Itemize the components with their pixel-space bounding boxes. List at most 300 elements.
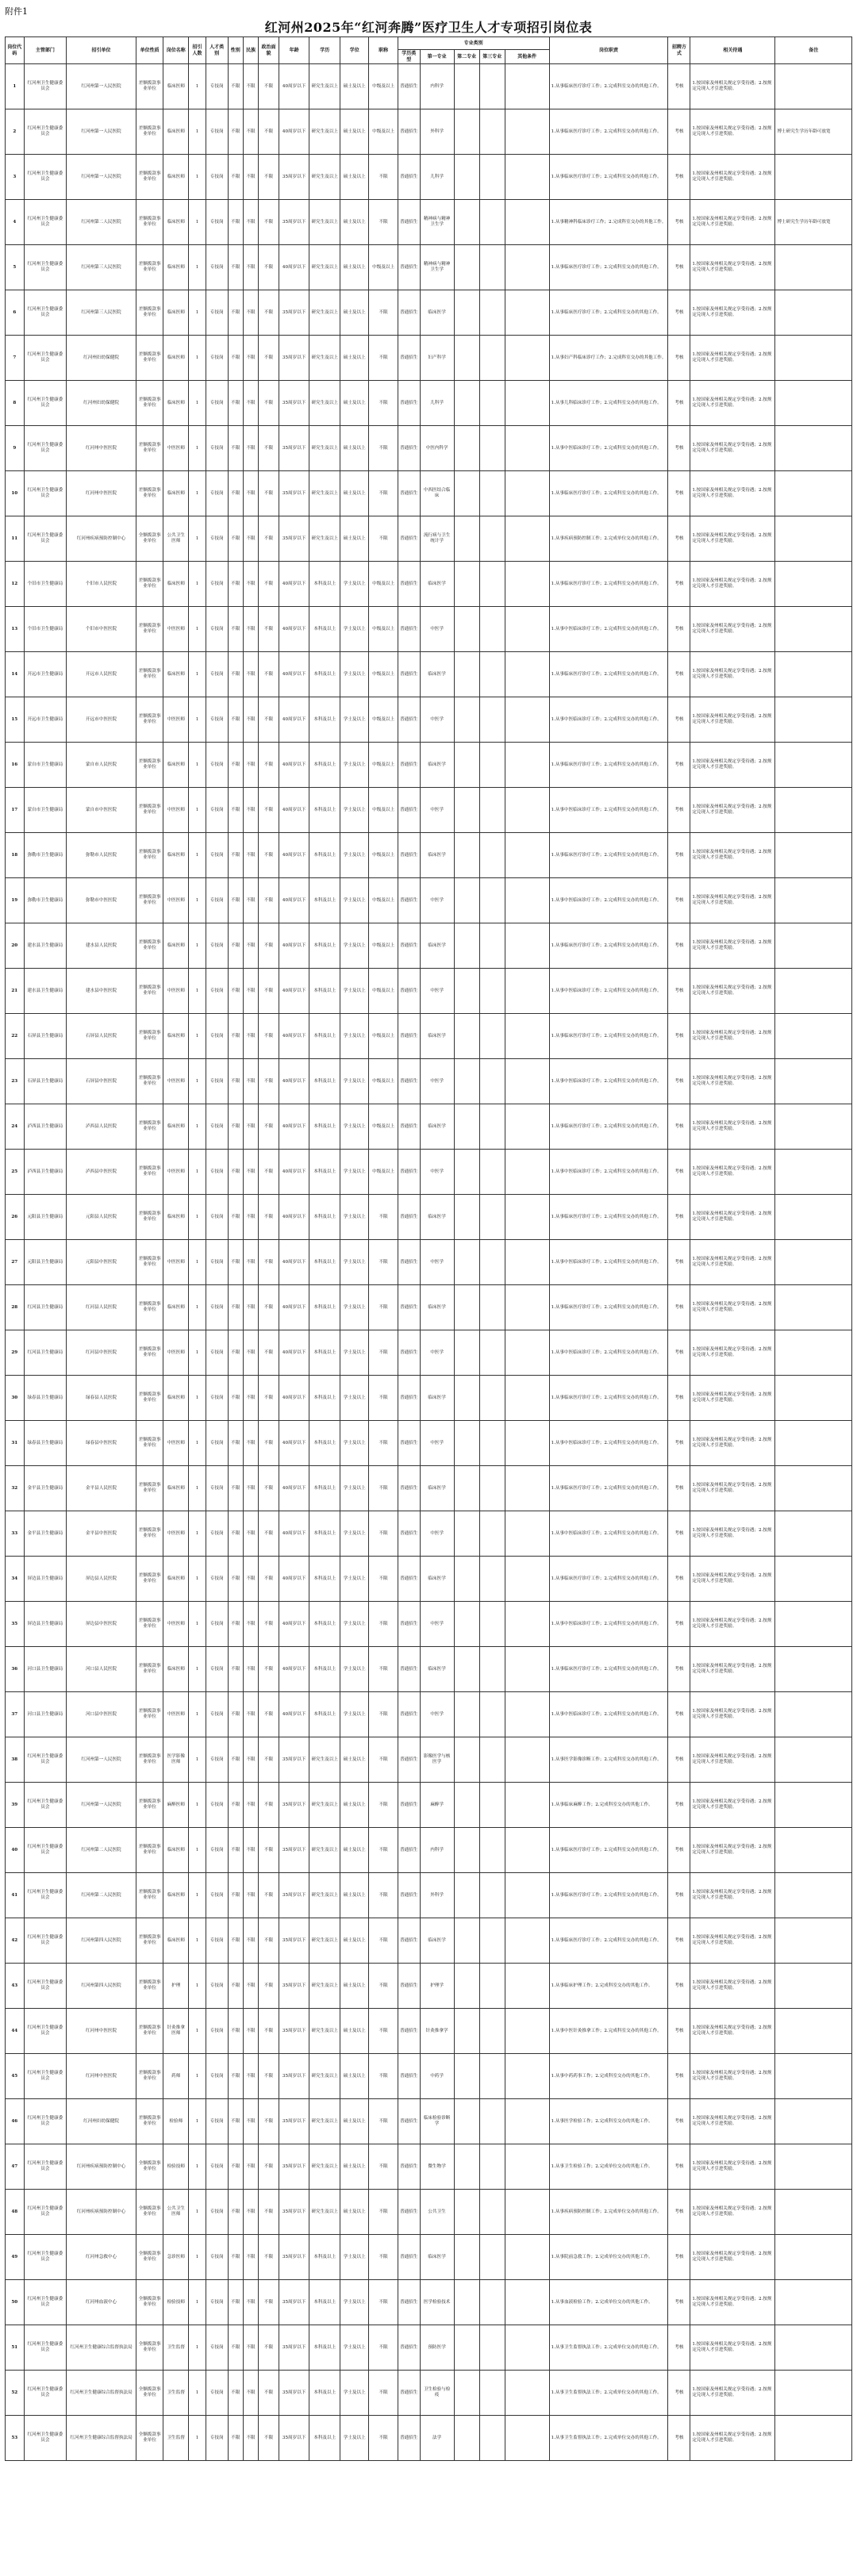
cell-title: 不限 [369,155,398,200]
cell-post: 临床医师 [163,336,189,381]
cell-salary: 1.按国家及州相关规定享受待遇；2.按规定兑现人才引进奖励。 [690,290,775,336]
cell-no: 8 [6,381,25,426]
cell-major-type: 普通招生 [398,1873,420,1918]
cell-no: 37 [6,1692,25,1737]
cell-other [505,969,549,1014]
cell-edu: 本科及以上 [309,1330,340,1376]
cell-major3 [479,1421,505,1466]
cell-unit-type: 差额拨款事业单位 [136,2054,163,2099]
table-row [6,2416,852,2461]
cell-other [505,1376,549,1421]
cell-degree: 硕士及以上 [340,516,369,562]
cell-count: 1 [189,2325,206,2371]
cell-title: 中级及以上 [369,1104,398,1150]
cell-major-type: 普通招生 [398,878,420,923]
cell-major2 [454,878,479,923]
cell-note [775,245,852,290]
cell-unit: 红河州卫生健康综合监督执法局 [67,2416,136,2461]
cell-gender: 不限 [228,200,243,245]
cell-note [775,562,852,607]
cell-no: 6 [6,290,25,336]
cell-title: 不限 [369,1828,398,1873]
cell-unit: 蒙自市人民医院 [67,743,136,788]
cell-no: 14 [6,652,25,697]
cell-count: 1 [189,1059,206,1104]
cell-politics: 不限 [259,426,279,471]
cell-unit: 红河州第一人民医院 [67,1783,136,1828]
cell-politics: 不限 [259,2280,279,2325]
cell-unit-type: 差额拨款事业单位 [136,245,163,290]
cell-gender: 不限 [228,336,243,381]
cell-major2 [454,109,479,155]
cell-major3 [479,1195,505,1240]
cell-method: 考核 [668,1783,690,1828]
cell-post: 临床医师 [163,1828,189,1873]
cell-salary: 1.按国家及州相关规定享受待遇；2.按规定兑现人才引进奖励。 [690,969,775,1014]
cell-talent: 专技岗 [206,2190,228,2235]
cell-post: 临床医师 [163,1557,189,1602]
cell-unit-type: 差额拨款事业单位 [136,1014,163,1059]
cell-other [505,1647,549,1692]
cell-salary: 1.按国家及州相关规定享受待遇；2.按规定兑现人才引进奖励。 [690,743,775,788]
cell-salary: 1.按国家及州相关规定享受待遇；2.按规定兑现人才引进奖励。 [690,2144,775,2190]
cell-note [775,1376,852,1421]
cell-salary: 1.按国家及州相关规定享受待遇；2.按规定兑现人才引进奖励。 [690,200,775,245]
cell-salary: 1.按国家及州相关规定享受待遇；2.按规定兑现人才引进奖励。 [690,1014,775,1059]
table-row [6,1150,852,1195]
cell-major1: 中医学 [420,1602,454,1647]
cell-major1: 临床医学 [420,1014,454,1059]
cell-ethnic: 不限 [243,516,258,562]
cell-edu: 本科及以上 [309,1602,340,1647]
cell-note [775,1557,852,1602]
cell-unit-type: 差额拨款事业单位 [136,697,163,743]
cell-unit: 红河州第三人民医院 [67,245,136,290]
cell-no: 38 [6,1737,25,1783]
cell-major2 [454,155,479,200]
cell-unit: 红河州疾病预防控制中心 [67,2190,136,2235]
cell-method: 考核 [668,200,690,245]
cell-count: 1 [189,1511,206,1557]
cell-salary: 1.按国家及州相关规定享受待遇；2.按规定兑现人才引进奖励。 [690,516,775,562]
cell-politics: 不限 [259,1783,279,1828]
cell-degree: 硕士及以上 [340,1828,369,1873]
cell-count: 1 [189,290,206,336]
cell-gender: 不限 [228,290,243,336]
cell-age: 40周岁以下 [279,1104,309,1150]
cell-degree: 学士及以上 [340,2416,369,2461]
cell-major2 [454,743,479,788]
cell-salary: 1.按国家及州相关规定享受待遇；2.按规定兑现人才引进奖励。 [690,833,775,878]
cell-gender: 不限 [228,1828,243,1873]
cell-method: 考核 [668,290,690,336]
cell-other [505,1783,549,1828]
cell-major3 [479,1918,505,1964]
cell-other [505,1104,549,1150]
cell-post: 临床医师 [163,471,189,516]
cell-ethnic: 不限 [243,155,258,200]
cell-unit: 开远市人民医院 [67,652,136,697]
cell-salary: 1.按国家及州相关规定享受待遇；2.按规定兑现人才引进奖励。 [690,1285,775,1330]
cell-gender: 不限 [228,381,243,426]
cell-politics: 不限 [259,1376,279,1421]
cell-talent: 专技岗 [206,1511,228,1557]
cell-no: 34 [6,1557,25,1602]
cell-talent: 专技岗 [206,1918,228,1964]
cell-age: 40周岁以下 [279,1330,309,1376]
cell-no: 52 [6,2371,25,2416]
cell-major1: 临床医学 [420,923,454,969]
cell-method: 考核 [668,1511,690,1557]
cell-major-type: 普通招生 [398,1376,420,1421]
cell-dept: 金平县卫生健康局 [24,1511,67,1557]
cell-politics: 不限 [259,1240,279,1285]
cell-duty: 1.从事疾病预防控制工作；2.完成单位交办的其他工作。 [549,516,668,562]
cell-politics: 不限 [259,2235,279,2280]
cell-major3 [479,969,505,1014]
cell-major1: 临床医学 [420,833,454,878]
cell-dept: 红河州卫生健康委员会 [24,245,67,290]
cell-gender: 不限 [228,1421,243,1466]
cell-major3 [479,1692,505,1737]
cell-method: 考核 [668,1240,690,1285]
cell-no: 12 [6,562,25,607]
cell-duty: 1.从事临床医疗诊疗工作；2.完成科室交办的其他工作。 [549,1104,668,1150]
cell-unit-type: 差额拨款事业单位 [136,1421,163,1466]
cell-salary: 1.按国家及州相关规定享受待遇；2.按规定兑现人才引进奖励。 [690,2371,775,2416]
cell-no: 9 [6,426,25,471]
cell-politics: 不限 [259,697,279,743]
cell-title: 不限 [369,200,398,245]
cell-politics: 不限 [259,743,279,788]
cell-major-type: 普通招生 [398,1466,420,1511]
cell-note [775,1511,852,1557]
cell-edu: 本科及以上 [309,2371,340,2416]
cell-major2 [454,562,479,607]
cell-gender: 不限 [228,1285,243,1330]
cell-salary: 1.按国家及州相关规定享受待遇；2.按规定兑现人才引进奖励。 [690,1918,775,1964]
cell-unit: 建水县人民医院 [67,923,136,969]
cell-major1: 外科学 [420,1873,454,1918]
cell-major-type: 普通招生 [398,697,420,743]
cell-major-type: 普通招生 [398,1421,420,1466]
cell-ethnic: 不限 [243,336,258,381]
cell-duty: 1.从事卫生监督执法工作；2.完成单位交办的其他工作。 [549,2325,668,2371]
cell-edu: 研究生及以上 [309,155,340,200]
cell-gender: 不限 [228,969,243,1014]
cell-gender: 不限 [228,788,243,833]
cell-other [505,697,549,743]
cell-ethnic: 不限 [243,1737,258,1783]
cell-politics: 不限 [259,1014,279,1059]
cell-ethnic: 不限 [243,1602,258,1647]
table-row [6,788,852,833]
cell-major1: 外科学 [420,109,454,155]
cell-note [775,426,852,471]
cell-major2 [454,1964,479,2009]
cell-duty: 1.从事妇产科临床诊疗工作；2.完成科室交办的其他工作。 [549,336,668,381]
cell-politics: 不限 [259,2099,279,2144]
cell-duty: 1.从事卫生监督执法工作；2.完成单位交办的其他工作。 [549,2371,668,2416]
cell-count: 1 [189,833,206,878]
cell-politics: 不限 [259,1737,279,1783]
cell-gender: 不限 [228,109,243,155]
cell-title: 不限 [369,471,398,516]
cell-age: 40周岁以下 [279,788,309,833]
cell-title: 不限 [369,1376,398,1421]
cell-major1: 中医学 [420,878,454,923]
cell-count: 1 [189,516,206,562]
cell-no: 16 [6,743,25,788]
cell-count: 1 [189,743,206,788]
table-header [6,37,852,64]
cell-unit: 红河州血液中心 [67,2280,136,2325]
cell-unit-type: 全额拨款事业单位 [136,516,163,562]
cell-major-type: 普通招生 [398,1737,420,1783]
cell-count: 1 [189,2280,206,2325]
header-age: 年龄 [279,37,309,64]
cell-title: 中级及以上 [369,109,398,155]
cell-duty: 1.从事临床医疗诊疗工作；2.完成科室交办的其他工作。 [549,245,668,290]
cell-major1: 儿科学 [420,155,454,200]
cell-post: 公共卫生医师 [163,2190,189,2235]
cell-dept: 绿春县卫生健康局 [24,1421,67,1466]
cell-post: 临床医师 [163,562,189,607]
cell-degree: 学士及以上 [340,2371,369,2416]
cell-method: 考核 [668,64,690,109]
cell-duty: 1.从事临床医疗诊疗工作；2.完成科室交办的其他工作。 [549,1828,668,1873]
cell-unit-type: 全额拨款事业单位 [136,2325,163,2371]
cell-politics: 不限 [259,381,279,426]
cell-gender: 不限 [228,1692,243,1737]
cell-age: 35周岁以下 [279,1873,309,1918]
cell-major3 [479,1104,505,1150]
cell-unit-type: 差额拨款事业单位 [136,1647,163,1692]
cell-talent: 专技岗 [206,923,228,969]
cell-degree: 学士及以上 [340,1240,369,1285]
cell-dept: 红河州卫生健康委员会 [24,1873,67,1918]
cell-politics: 不限 [259,1195,279,1240]
cell-gender: 不限 [228,471,243,516]
cell-note [775,1059,852,1104]
cell-ethnic: 不限 [243,1647,258,1692]
cell-method: 考核 [668,697,690,743]
cell-method: 考核 [668,2235,690,2280]
cell-major2 [454,2416,479,2461]
cell-edu: 研究生及以上 [309,381,340,426]
cell-title: 不限 [369,2054,398,2099]
cell-salary: 1.按国家及州相关规定享受待遇；2.按规定兑现人才引进奖励。 [690,426,775,471]
cell-major-type: 普通招生 [398,1828,420,1873]
cell-salary: 1.按国家及州相关规定享受待遇；2.按规定兑现人才引进奖励。 [690,336,775,381]
cell-unit-type: 差额拨款事业单位 [136,562,163,607]
cell-unit-type: 差额拨款事业单位 [136,1918,163,1964]
cell-talent: 专技岗 [206,2099,228,2144]
cell-major-type: 普通招生 [398,109,420,155]
cell-major2 [454,1873,479,1918]
cell-other [505,2190,549,2235]
cell-age: 40周岁以下 [279,743,309,788]
cell-title: 中级及以上 [369,1059,398,1104]
cell-politics: 不限 [259,1511,279,1557]
cell-age: 35周岁以下 [279,2325,309,2371]
cell-duty: 1.从事临床医疗诊疗工作；2.完成科室交办的其他工作。 [549,833,668,878]
cell-politics: 不限 [259,607,279,652]
cell-age: 40周岁以下 [279,1150,309,1195]
cell-other [505,200,549,245]
cell-ethnic: 不限 [243,2054,258,2099]
cell-major3 [479,2371,505,2416]
table-row [6,2325,852,2371]
cell-politics: 不限 [259,1692,279,1737]
cell-post: 临床医师 [163,1104,189,1150]
cell-talent: 专技岗 [206,969,228,1014]
cell-salary: 1.按国家及州相关规定享受待遇；2.按规定兑现人才引进奖励。 [690,1466,775,1511]
cell-major3 [479,1014,505,1059]
table-row [6,381,852,426]
cell-other [505,1511,549,1557]
cell-title: 不限 [369,1557,398,1602]
cell-unit: 泸西县人民医院 [67,1104,136,1150]
table-row [6,426,852,471]
cell-age: 35周岁以下 [279,155,309,200]
cell-title: 中级及以上 [369,969,398,1014]
cell-other [505,923,549,969]
table-row [6,1466,852,1511]
cell-edu: 研究生及以上 [309,1737,340,1783]
table-row [6,1828,852,1873]
cell-other [505,833,549,878]
cell-method: 考核 [668,607,690,652]
header-other: 其他条件 [505,50,549,64]
cell-no: 50 [6,2280,25,2325]
cell-politics: 不限 [259,1330,279,1376]
cell-major3 [479,1828,505,1873]
cell-count: 1 [189,1692,206,1737]
cell-post: 临床医师 [163,1873,189,1918]
cell-duty: 1.从事临床医疗诊疗工作；2.完成科室交办的其他工作。 [549,743,668,788]
cell-unit-type: 差额拨款事业单位 [136,1150,163,1195]
cell-count: 1 [189,381,206,426]
table-row [6,64,852,109]
cell-gender: 不限 [228,697,243,743]
cell-method: 考核 [668,1059,690,1104]
cell-method: 考核 [668,1285,690,1330]
cell-post: 护理 [163,1964,189,2009]
cell-age: 40周岁以下 [279,1602,309,1647]
cell-salary: 1.按国家及州相关规定享受待遇；2.按规定兑现人才引进奖励。 [690,1692,775,1737]
cell-major3 [479,607,505,652]
cell-post: 临床医师 [163,833,189,878]
cell-ethnic: 不限 [243,109,258,155]
cell-major-type: 普通招生 [398,64,420,109]
cell-no: 27 [6,1240,25,1285]
cell-count: 1 [189,607,206,652]
table-row [6,2190,852,2235]
cell-unit: 元阳县中医医院 [67,1240,136,1285]
cell-post: 临床医师 [163,1466,189,1511]
cell-edu: 本科及以上 [309,1376,340,1421]
cell-title: 不限 [369,2190,398,2235]
cell-major1: 麻醉学 [420,1783,454,1828]
cell-age: 40周岁以下 [279,1376,309,1421]
cell-major3 [479,1240,505,1285]
cell-politics: 不限 [259,1828,279,1873]
cell-no: 31 [6,1421,25,1466]
cell-salary: 1.按国家及州相关规定享受待遇；2.按规定兑现人才引进奖励。 [690,2190,775,2235]
cell-major2 [454,1511,479,1557]
cell-dept: 红河州卫生健康委员会 [24,2235,67,2280]
cell-title: 不限 [369,1285,398,1330]
cell-unit-type: 差额拨款事业单位 [136,2009,163,2054]
cell-unit: 屏边县中医医院 [67,1602,136,1647]
table-row [6,743,852,788]
cell-politics: 不限 [259,2054,279,2099]
cell-politics: 不限 [259,969,279,1014]
cell-no: 41 [6,1873,25,1918]
table-row [6,2144,852,2190]
cell-edu: 本科及以上 [309,1421,340,1466]
cell-edu: 本科及以上 [309,969,340,1014]
cell-title: 中级及以上 [369,562,398,607]
table-row [6,1421,852,1466]
cell-dept: 蒙自市卫生健康局 [24,788,67,833]
cell-ethnic: 不限 [243,1150,258,1195]
table-row [6,109,852,155]
cell-edu: 研究生及以上 [309,109,340,155]
cell-note [775,2325,852,2371]
header-post: 岗位名称 [163,37,189,64]
cell-major1: 中医内科学 [420,426,454,471]
cell-other [505,878,549,923]
cell-ethnic: 不限 [243,1918,258,1964]
cell-politics: 不限 [259,562,279,607]
cell-post: 中医医师 [163,788,189,833]
cell-duty: 1.从事医学影像诊断工作；2.完成科室交办的其他工作。 [549,1737,668,1783]
cell-count: 1 [189,245,206,290]
header-major3: 第三专业 [479,50,505,64]
cell-note [775,1466,852,1511]
cell-salary: 1.按国家及州相关规定享受待遇；2.按规定兑现人才引进奖励。 [690,381,775,426]
header-ethnic: 民族 [243,37,258,64]
cell-method: 考核 [668,2325,690,2371]
cell-post: 中医医师 [163,1330,189,1376]
cell-unit: 红河州妇幼保健院 [67,336,136,381]
cell-count: 1 [189,1737,206,1783]
cell-other [505,1466,549,1511]
cell-degree: 学士及以上 [340,969,369,1014]
cell-count: 1 [189,1104,206,1150]
cell-salary: 1.按国家及州相关规定享受待遇；2.按规定兑现人才引进奖励。 [690,1330,775,1376]
cell-unit-type: 差额拨款事业单位 [136,969,163,1014]
cell-major2 [454,1557,479,1602]
cell-count: 1 [189,1330,206,1376]
cell-unit-type: 差额拨款事业单位 [136,1466,163,1511]
table-row [6,1602,852,1647]
cell-salary: 1.按国家及州相关规定享受待遇；2.按规定兑现人才引进奖励。 [690,1195,775,1240]
cell-no: 24 [6,1104,25,1150]
cell-major2 [454,1285,479,1330]
cell-salary: 1.按国家及州相关规定享受待遇；2.按规定兑现人才引进奖励。 [690,1059,775,1104]
cell-major1: 内科学 [420,1828,454,1873]
cell-talent: 专技岗 [206,652,228,697]
table-row [6,1964,852,2009]
cell-note [775,155,852,200]
cell-age: 35周岁以下 [279,2144,309,2190]
cell-ethnic: 不限 [243,245,258,290]
cell-count: 1 [189,426,206,471]
cell-method: 考核 [668,1602,690,1647]
